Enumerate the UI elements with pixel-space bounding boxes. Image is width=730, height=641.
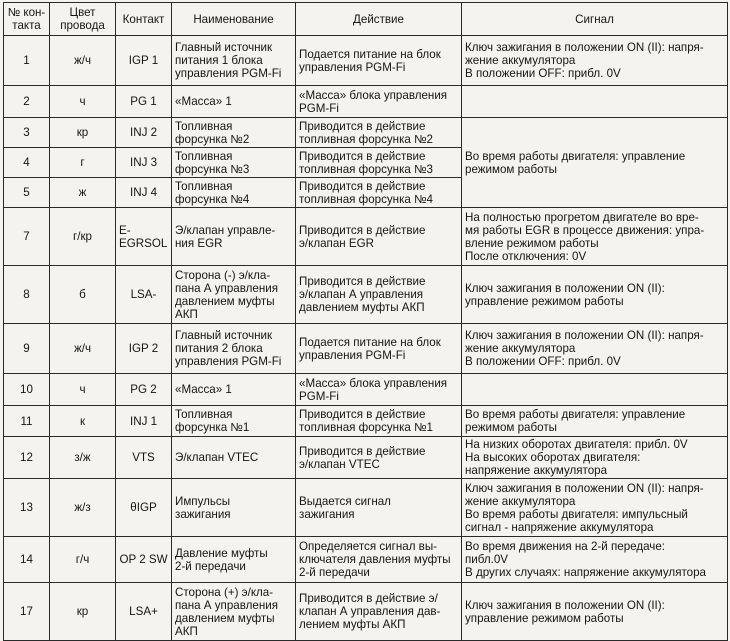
cell-name: Топливная форсунка №2: [172, 118, 296, 148]
header-name: Наименование: [172, 3, 296, 36]
cell-wire-color: ж/з: [50, 479, 116, 537]
cell-name: Сторона (-) э/кла- пана А управления давлением муфты АКП: [172, 266, 296, 324]
table-row: [4, 266, 728, 324]
table-row: [4, 374, 728, 406]
cell-action: Приводится в действие э/клапан VTEC: [296, 437, 462, 479]
cell-pin: 9: [4, 324, 50, 374]
cell-signal: На полностью прогретом двигателе во вре- мя работы EGR в процессе движения: упра- вление режимом работы После отключения: 0V: [462, 208, 728, 266]
table-row: [4, 406, 728, 437]
cell-pin: 5: [4, 178, 50, 208]
cell-signal: [462, 374, 728, 406]
cell-action: «Масса» блока управления PGM-Fi: [296, 374, 462, 406]
cell-action: Приводится в действие топливная форсунка №2: [296, 118, 462, 148]
cell-contact: VTS: [116, 437, 172, 479]
cell-pin: 3: [4, 118, 50, 148]
header-contact: Контакт: [116, 3, 172, 36]
cell-signal: На низких оборотах двигателя: прибл. 0V На высоких оборотах двигателя: напряжение аккумулятора: [462, 437, 728, 479]
cell-action: Определяется сигнал вы- ключателя давления муфты 2-й передачи: [296, 537, 462, 583]
table-row: [4, 324, 728, 374]
header-wire-color: Цвет провода: [50, 3, 116, 36]
table-row: [4, 36, 728, 86]
cell-action: Приводится в действие э/клапан EGR: [296, 208, 462, 266]
cell-signal: Ключ зажигания в положении ON (II): напря- жение аккумулятора В положении OFF: прибл. 0V: [462, 36, 728, 86]
cell-contact: IGP 1: [116, 36, 172, 86]
cell-contact: OP 2 SW: [116, 537, 172, 583]
cell-name: Топливная форсунка №4: [172, 178, 296, 208]
cell-wire-color: ж/ч: [50, 36, 116, 86]
cell-signal: Ключ зажигания в положении ON (II): управление режимом работы: [462, 583, 728, 641]
cell-name: Давление муфты 2-й передачи: [172, 537, 296, 583]
cell-contact: E- EGRSOL: [116, 208, 172, 266]
cell-action: Приводится в действие э/ клапан А управления дав- лением муфты АКП: [296, 583, 462, 641]
cell-action: «Масса» блока управления PGM-Fi: [296, 86, 462, 118]
cell-contact: LSA+: [116, 583, 172, 641]
cell-name: «Масса» 1: [172, 374, 296, 406]
cell-name: «Масса» 1: [172, 86, 296, 118]
cell-pin: 4: [4, 148, 50, 178]
cell-contact: INJ 1: [116, 406, 172, 437]
cell-name: Импульсы зажигания: [172, 479, 296, 537]
cell-name: Топливная форсунка №1: [172, 406, 296, 437]
header-action: Действие: [296, 3, 462, 36]
cell-action: Приводится в действие топливная форсунка №4: [296, 178, 462, 208]
cell-contact: PG 2: [116, 374, 172, 406]
cell-wire-color: ч: [50, 86, 116, 118]
cell-wire-color: б: [50, 266, 116, 324]
cell-name: Топливная форсунка №3: [172, 148, 296, 178]
cell-contact: IGP 2: [116, 324, 172, 374]
cell-pin: 2: [4, 86, 50, 118]
cell-wire-color: г/ч: [50, 537, 116, 583]
cell-pin: 12: [4, 437, 50, 479]
cell-contact: INJ 2: [116, 118, 172, 148]
cell-signal: Ключ зажигания в положении ON (II): управление режимом работы: [462, 266, 728, 324]
cell-pin: 17: [4, 583, 50, 641]
cell-pin: 8: [4, 266, 50, 324]
cell-signal: Во время работы двигателя: управление режимом работы: [462, 406, 728, 437]
pinout-table: [3, 2, 728, 641]
cell-signal-merged: Во время работы двигателя: управление режимом работы: [462, 118, 728, 208]
cell-wire-color: кр: [50, 118, 116, 148]
cell-pin: 11: [4, 406, 50, 437]
table-row: [4, 118, 728, 148]
cell-signal: Ключ зажигания в положении ON (II): напря- жение аккумулятора Во время работы двигателя: импульсный сигнал - напряжение аккумулятора: [462, 479, 728, 537]
cell-signal: [462, 86, 728, 118]
cell-name: Сторона (+) э/кла- пана А управления давлением муфты АКП: [172, 583, 296, 641]
table-row: [4, 479, 728, 537]
cell-wire-color: кр: [50, 583, 116, 641]
table-row: [4, 583, 728, 641]
cell-pin: 13: [4, 479, 50, 537]
cell-contact: INJ 4: [116, 178, 172, 208]
header-row: [4, 3, 728, 36]
cell-action: Приводится в действие топливная форсунка №3: [296, 148, 462, 178]
cell-pin: 1: [4, 36, 50, 86]
header-signal: Сигнал: [462, 3, 728, 36]
cell-action: Приводится в действие э/клапан А управления давлением муфты АКП: [296, 266, 462, 324]
cell-wire-color: ч: [50, 374, 116, 406]
cell-wire-color: ж/ч: [50, 324, 116, 374]
cell-action: Выдается сигнал зажигания: [296, 479, 462, 537]
cell-pin: 14: [4, 537, 50, 583]
cell-action: Подается питание на блок управления PGM-Fi: [296, 36, 462, 86]
table-row: [4, 437, 728, 479]
cell-contact: θIGP: [116, 479, 172, 537]
header-pin: № кон- такта: [4, 3, 50, 36]
table-row: [4, 208, 728, 266]
cell-contact: PG 1: [116, 86, 172, 118]
cell-wire-color: г/кр: [50, 208, 116, 266]
cell-pin: 10: [4, 374, 50, 406]
cell-wire-color: г: [50, 148, 116, 178]
cell-name: Главный источник питания 1 блока управления PGM-Fi: [172, 36, 296, 86]
cell-signal: Во время движения на 2-й передаче: пибл.0V В других случаях: напряжение аккумулятора: [462, 537, 728, 583]
cell-name: Главный источник питания 2 блока управления PGM-Fi: [172, 324, 296, 374]
cell-signal: Ключ зажигания в положении ON (II): напря- жение аккумулятора В положении OFF: прибл. 0V: [462, 324, 728, 374]
cell-action: Приводится в действие топливная форсунка №1: [296, 406, 462, 437]
table-row: [4, 537, 728, 583]
cell-contact: LSA-: [116, 266, 172, 324]
table-row: [4, 86, 728, 118]
cell-action: Подается питание на блок управления PGM-Fi: [296, 324, 462, 374]
cell-name: Э/клапан VTEC: [172, 437, 296, 479]
cell-name: Э/клапан управле- ния EGR: [172, 208, 296, 266]
cell-pin: 7: [4, 208, 50, 266]
cell-wire-color: з/ж: [50, 437, 116, 479]
cell-wire-color: ж: [50, 178, 116, 208]
cell-wire-color: к: [50, 406, 116, 437]
cell-contact: INJ 3: [116, 148, 172, 178]
